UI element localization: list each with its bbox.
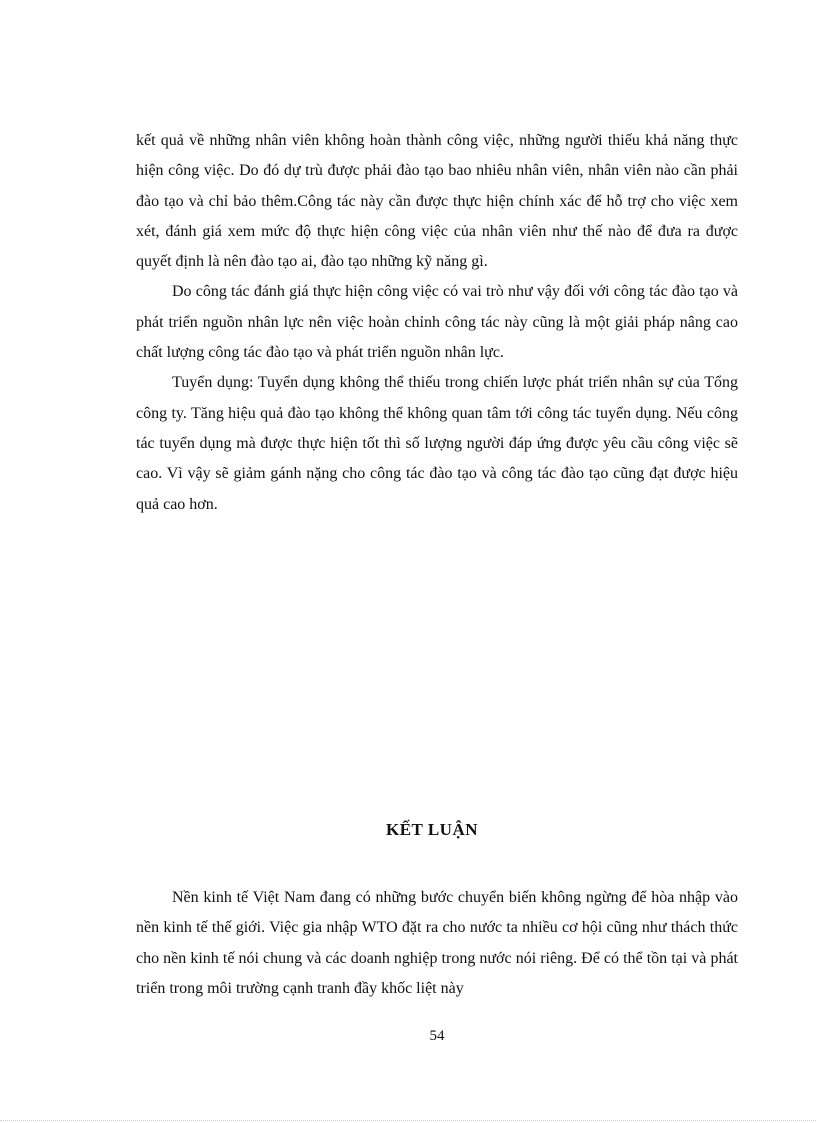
paragraph-continuation: kết quả về những nhân viên không hoàn thành công việc, những người thiếu khả năng thực hiện công việc. Do đó dự trù được phải đào tạo bao nhiêu nhân viên, nhân viên nào cần phải đào tạo và chỉ bảo thêm.Công tác này cần được thực hiện chính xác để hỗ trợ cho việc xem xét, đánh giá xem mức độ thực hiện công việc của nhân viên như thế nào để đưa ra được quyết định là nên đào tạo ai, đào tạo những kỹ năng gì. — [136, 132, 738, 271]
page-number: 54 — [429, 1028, 445, 1044]
paragraph-conclusion: Nền kinh tế Việt Nam đang có những bước chuyển biến không ngừng để hòa nhập vào nền kinh tế thế giới. Việc gia nhập WTO đặt ra cho nước ta nhiều cơ hội cũng như thách thức cho nền kinh tế nói chung và các doanh nghiệp trong nước nói riêng. Để có thể tồn tại và phát triển trong môi trường cạnh tranh đầy khốc liệt này — [136, 889, 738, 997]
body-text-bottom — [136, 883, 738, 1004]
paragraph-recruitment: Tuyển dụng: Tuyển dụng không thể thiếu trong chiến lược phát triển nhân sự của Tổng công ty. Tăng hiệu quả đào tạo không thể không quan tâm tới công tác tuyển dụng. Nếu công tác tuyển dụng mà được thực hiện tốt thì số lượng người đáp ứng được yêu cầu công việc sẽ cao. Vì vậy sẽ giảm gánh nặng cho công tác đào tạo và công tác đào tạo cũng đạt được hiệu quả cao hơn. — [136, 374, 738, 513]
page-bottom-divider — [0, 1120, 816, 1121]
section-heading-conclusion: KẾT LUẬN — [385, 820, 478, 839]
paragraph-evaluation: Do công tác đánh giá thực hiện công việc có vai trò như vậy đối với công tác đào tạo và phát triển nguồn nhân lực nên việc hoàn chỉnh công tác này cũng là một giải pháp nâng cao chất lượng công tác đào tạo và phát triển nguồn nhân lực. — [136, 283, 738, 362]
body-text-top — [136, 126, 738, 520]
